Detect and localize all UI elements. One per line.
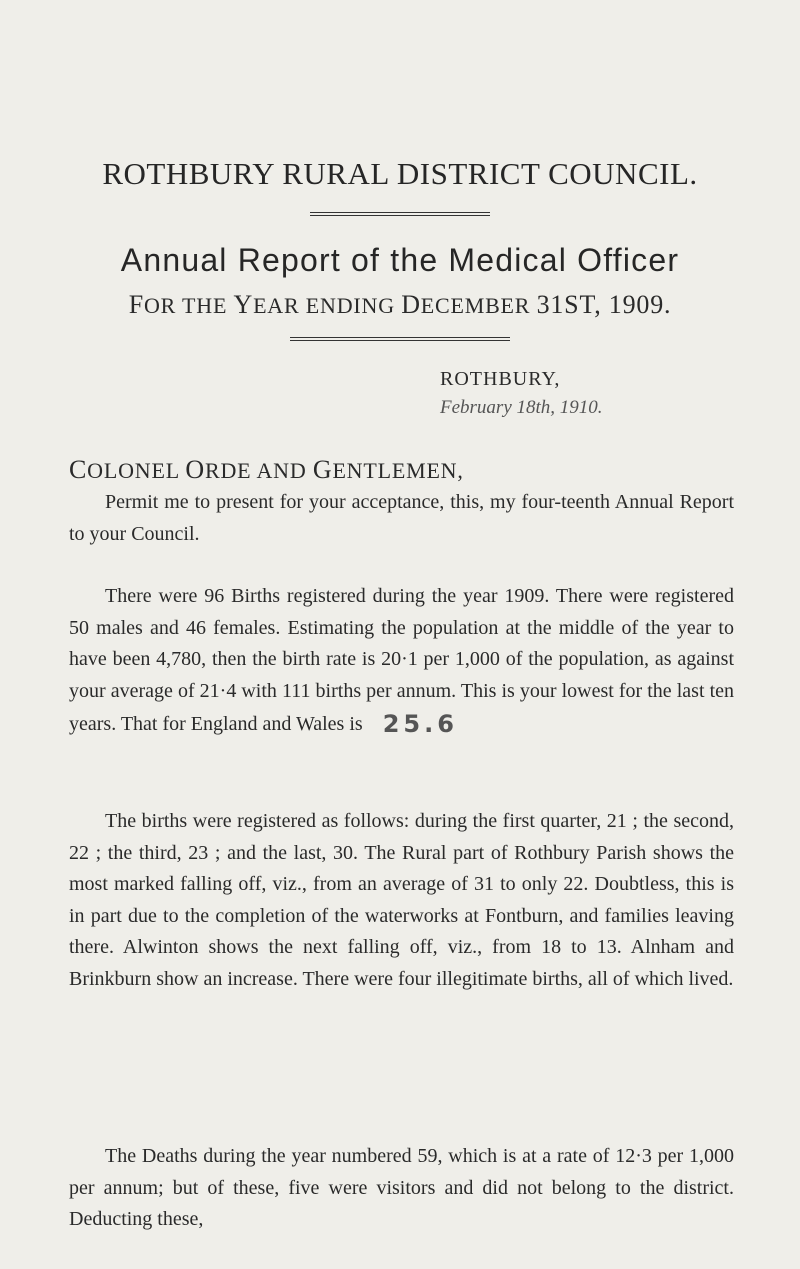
paragraph-births: There were 96 Births registered during the year 1909. There were registered 50 males and 46 females. Estimating the population at the middle of the year to have been 4,780, then the birth rate is 20·1 per 1,000 of the population, as against your average of 21·4 with 111 births per annum. This is your lowest for the last ten years. That for England and Wales is 25.6 bbox=[69, 585, 734, 738]
paragraph-deaths: The Deaths during the year numbered 59, which is at a rate of 12·3 per 1,000 per annum; but of these, five were visitors and did not belong to the district. Deducting these, bbox=[69, 1145, 734, 1230]
report-title: Annual Report of the Medical Officer bbox=[120, 242, 680, 278]
letter-salutation: COLONEL ORDE AND GENTLEMEN, bbox=[69, 455, 464, 484]
paragraph-births-quarterly: The births were registered as follows: during the first quarter, 21 ; the second, 22 ; the third, 23 ; and the last, 30. The Rural part of Rothbury Parish shows the most marked falling off, viz., from an average of 31 to only 22. Doubtless, this is in part due to the completion of the waterworks at Fontburn, and families leaving there. Alwinton shows the next falling off, viz., from 18 to 13. Alnham and Brinkburn show an increase. There were four illegitimate births, all of which lived. bbox=[69, 810, 734, 990]
handwritten-annotation: 25.6 bbox=[382, 710, 458, 738]
divider-rule-bottom bbox=[290, 337, 510, 343]
report-subtitle: FOR THE YEAR ENDING DECEMBER 31ST, 1909. bbox=[128, 290, 672, 319]
letter-date: February 18th, 1910. bbox=[440, 397, 603, 418]
paragraph-intro: Permit me to present for your acceptance, this, my four-teenth Annual Report to your Council. bbox=[69, 491, 734, 545]
letter-place: ROTHBURY, bbox=[440, 368, 561, 390]
council-heading: ROTHBURY RURAL DISTRICT COUNCIL. bbox=[102, 156, 698, 191]
divider-rule-top bbox=[310, 212, 490, 218]
